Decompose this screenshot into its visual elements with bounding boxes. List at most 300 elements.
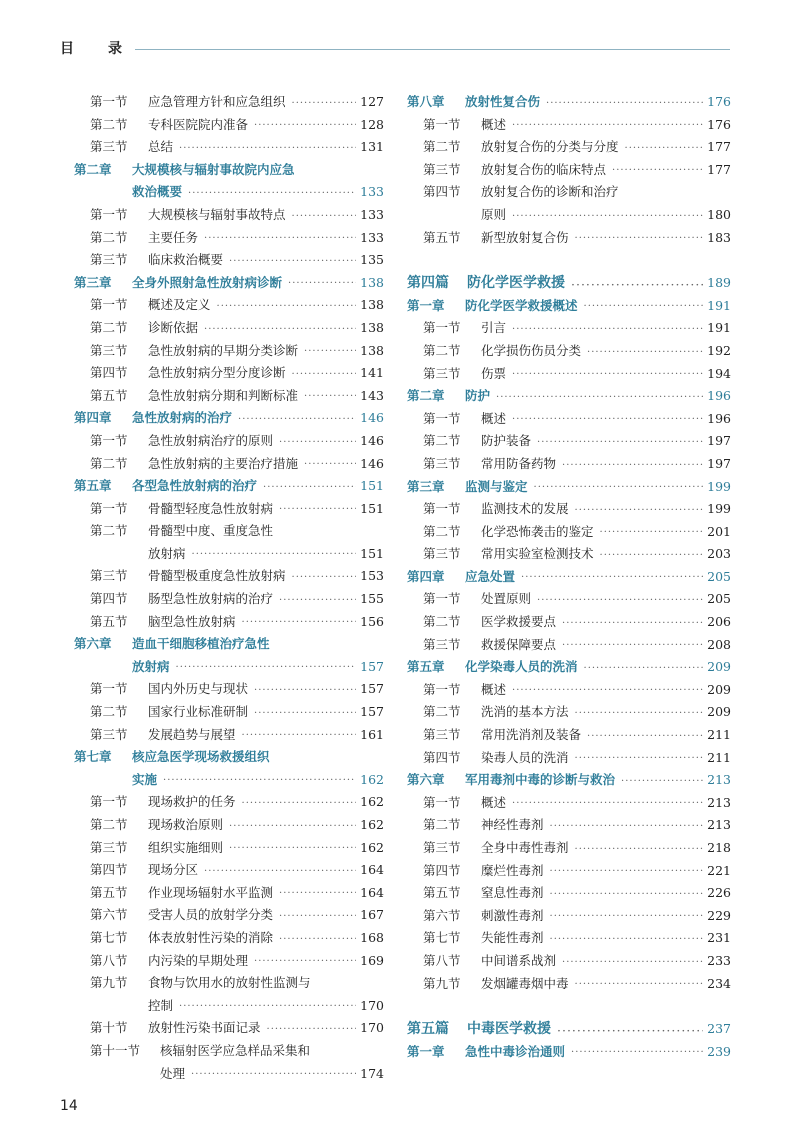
entry-number: 第三节 <box>90 139 128 155</box>
leader-dots <box>575 704 704 724</box>
leader-dots <box>254 952 356 972</box>
entry-title: 发烟罐毒烟中毒 <box>481 975 569 991</box>
leader-dots <box>550 817 704 837</box>
entry-page: 162 <box>360 794 384 810</box>
toc-section <box>407 588 731 611</box>
entry-title: 急性放射病分型分度诊断 <box>148 365 286 381</box>
toc-section <box>407 837 731 860</box>
entry-page: 164 <box>360 884 384 900</box>
entry-number: 第五节 <box>90 613 128 629</box>
entry-page: 180 <box>707 206 731 222</box>
entry-title: 概述 <box>481 681 507 697</box>
leader-dots <box>192 545 357 565</box>
leader-dots <box>537 591 703 611</box>
leader-dots <box>304 342 356 362</box>
entry-page: 209 <box>707 659 731 675</box>
entry-title-continuation: 处理 <box>160 1065 186 1081</box>
toc-section <box>74 385 384 408</box>
entry-page: 205 <box>707 591 731 607</box>
leader-dots <box>191 1065 356 1085</box>
entry-number: 第一节 <box>423 794 461 810</box>
toc-section <box>407 317 731 340</box>
toc-chapter <box>407 1041 731 1064</box>
entry-title: 新型放射复合伤 <box>481 229 569 245</box>
toc-part <box>407 272 731 295</box>
leader-dots <box>179 997 356 1017</box>
toc-section <box>74 227 384 250</box>
entry-page: 191 <box>707 320 731 336</box>
toc-section <box>74 565 384 588</box>
entry-title: 现场分区 <box>148 862 199 878</box>
entry-page: 213 <box>707 772 731 788</box>
entry-page: 157 <box>360 704 384 720</box>
entry-page: 161 <box>360 726 384 742</box>
toc-section <box>407 747 731 770</box>
toc-section <box>407 927 731 950</box>
toc-section <box>407 882 731 905</box>
entry-title: 窒息性毒剂 <box>481 885 544 901</box>
leader-dots <box>279 930 356 950</box>
entry-title: 应急处置 <box>465 568 516 584</box>
entry-page: 229 <box>707 907 731 923</box>
entry-number: 第八节 <box>90 952 128 968</box>
entry-title: 糜烂性毒剂 <box>481 862 544 878</box>
entry-title: 骨髓型轻度急性放射病 <box>148 500 274 516</box>
entry-title: 化学损伤伤员分类 <box>481 342 582 358</box>
toc-section <box>407 453 731 476</box>
entry-page: 170 <box>360 1020 384 1036</box>
toc-section-continuation <box>74 995 384 1018</box>
toc-chapter-continuation <box>74 181 384 204</box>
entry-title: 放射性污染书面记录 <box>148 1020 261 1036</box>
leader-dots <box>537 433 703 453</box>
entry-number: 第三节 <box>90 568 128 584</box>
leader-dots <box>512 207 703 227</box>
toc-section-continuation <box>74 1063 384 1086</box>
entry-page: 183 <box>707 229 731 245</box>
entry-number: 第七节 <box>423 930 461 946</box>
entry-number: 第三节 <box>423 455 461 471</box>
entry-page: 167 <box>360 907 384 923</box>
entry-page: 162 <box>360 817 384 832</box>
entry-title: 放射复合伤的诊断和治疗 <box>481 184 619 200</box>
toc-section <box>407 950 731 973</box>
entry-number: 第一节 <box>90 206 128 222</box>
entry-title: 造血干细胞移植治疗急性 <box>132 636 270 652</box>
leader-dots <box>279 884 356 904</box>
entry-page: 211 <box>707 749 731 765</box>
leader-dots <box>625 139 704 159</box>
entry-page: 138 <box>360 319 384 335</box>
entry-title: 洗消的基本方法 <box>481 704 569 720</box>
toc-section <box>74 882 384 905</box>
entry-title: 化学染毒人员的洗消 <box>465 659 578 675</box>
entry-number: 第三节 <box>90 252 128 268</box>
leader-dots <box>557 1021 703 1041</box>
toc-chapter-continuation <box>74 769 384 792</box>
entry-title: 医学救援要点 <box>481 614 557 630</box>
entry-number: 第二节 <box>90 455 128 471</box>
entry-title: 常用防备药物 <box>481 455 557 471</box>
entry-page: 192 <box>707 342 731 358</box>
entry-title: 诊断依据 <box>148 319 199 335</box>
leader-dots <box>512 365 703 385</box>
entry-page: 141 <box>360 365 384 381</box>
entry-page: 162 <box>360 771 384 787</box>
toc-section <box>407 724 731 747</box>
entry-number: 第七节 <box>90 929 128 945</box>
leader-dots <box>587 727 703 747</box>
toc-section <box>407 905 731 928</box>
leader-dots <box>584 659 704 679</box>
entry-number: 第四节 <box>90 862 128 878</box>
entry-title: 刺激性毒剂 <box>481 907 544 923</box>
entry-number: 第六节 <box>423 907 461 923</box>
entry-page: 197 <box>707 433 731 449</box>
entry-number: 第一章 <box>407 297 445 313</box>
entry-number: 第二节 <box>423 523 461 539</box>
toc-section <box>74 249 384 272</box>
entry-page: 128 <box>360 116 384 132</box>
entry-page: 146 <box>360 455 384 471</box>
toc-section <box>74 294 384 317</box>
entry-title: 引言 <box>481 320 507 336</box>
entry-title: 放射复合伤的临床特点 <box>481 161 607 177</box>
toc-section <box>407 136 731 159</box>
entry-page: 176 <box>707 94 731 109</box>
entry-page: 174 <box>360 1065 384 1081</box>
entry-title: 大规模核与辐射事故院内应急 <box>132 161 295 177</box>
toc-section <box>407 159 731 182</box>
leader-dots <box>512 794 703 814</box>
toc-section <box>74 520 384 543</box>
entry-number: 第九节 <box>423 975 461 991</box>
entry-title: 核应急医学现场救援组织 <box>132 749 270 765</box>
entry-number: 第五节 <box>90 387 128 403</box>
leader-dots <box>575 749 704 769</box>
toc-section <box>407 701 731 724</box>
entry-title: 处置原则 <box>481 591 532 607</box>
toc-section <box>74 136 384 159</box>
entry-title: 急性放射病的治疗 <box>132 410 233 426</box>
entry-page: 208 <box>707 636 731 652</box>
entry-title: 急性放射病治疗的原则 <box>148 432 274 448</box>
leader-dots <box>512 410 703 430</box>
entry-page: 221 <box>707 862 731 878</box>
entry-number: 第三节 <box>423 365 461 381</box>
entry-number: 第三节 <box>423 546 461 562</box>
leader-dots <box>229 817 356 837</box>
entry-title: 全身中毒性毒剂 <box>481 840 569 855</box>
leader-dots <box>512 681 703 701</box>
toc-section <box>74 204 384 227</box>
entry-number: 第九节 <box>90 975 128 991</box>
entry-page: 133 <box>360 206 384 222</box>
entry-number: 第五节 <box>423 885 461 901</box>
toc-section <box>74 927 384 950</box>
entry-number: 第一节 <box>423 116 461 132</box>
entry-title: 发展趋势与展望 <box>148 726 236 742</box>
entry-title: 现场救护的任务 <box>148 794 236 810</box>
entry-title: 急性放射病分期和判断标准 <box>148 387 299 403</box>
toc-section <box>407 543 731 566</box>
toc-section <box>74 950 384 973</box>
entry-title: 防化学医学救援 <box>467 275 565 292</box>
entry-number: 第四篇 <box>407 275 449 292</box>
leader-dots <box>279 433 356 453</box>
leader-dots <box>562 953 703 973</box>
leader-dots <box>550 907 704 927</box>
leader-dots <box>204 229 356 249</box>
entry-number: 第一节 <box>423 501 461 517</box>
entry-page: 143 <box>360 387 384 403</box>
entry-title: 大规模核与辐射事故特点 <box>148 206 286 222</box>
entry-title: 防护 <box>465 388 491 404</box>
entry-title: 军用毒剂中毒的诊断与救治 <box>465 772 616 788</box>
leader-dots <box>242 726 357 746</box>
toc-right-column <box>407 91 731 1063</box>
toc-section <box>74 859 384 882</box>
entry-number: 第三节 <box>90 342 128 358</box>
entry-title-continuation: 实施 <box>132 771 158 787</box>
entry-title: 肠型急性放射病的治疗 <box>148 591 274 607</box>
leader-dots <box>550 885 704 905</box>
entry-number: 第一节 <box>423 320 461 336</box>
entry-title: 概述及定义 <box>148 297 211 313</box>
leader-dots <box>242 794 357 814</box>
toc-section <box>407 634 731 657</box>
entry-title: 体表放射性污染的消除 <box>148 929 274 945</box>
entry-number: 第一节 <box>90 297 128 313</box>
entry-title: 急性放射病的主要治疗措施 <box>148 455 299 471</box>
entry-number: 第三节 <box>90 726 128 742</box>
entry-number: 第二节 <box>90 229 128 245</box>
entry-number: 第一节 <box>90 432 128 448</box>
entry-number: 第一章 <box>407 1043 445 1059</box>
leader-dots <box>267 1020 357 1040</box>
toc-section <box>407 340 731 363</box>
leader-dots <box>621 772 703 792</box>
toc-section <box>74 498 384 521</box>
entry-title: 常用洗消剂及装备 <box>481 727 582 743</box>
entry-number: 第六章 <box>74 636 112 652</box>
leader-dots <box>288 274 356 294</box>
entry-number: 第二节 <box>423 704 461 720</box>
leader-dots <box>571 1043 703 1063</box>
entry-page: 164 <box>360 862 384 878</box>
entry-number: 第八节 <box>423 952 461 968</box>
entry-number: 第四节 <box>90 365 128 381</box>
entry-page: 177 <box>707 139 731 155</box>
toc-section <box>74 724 384 747</box>
entry-number: 第二节 <box>90 319 128 335</box>
leader-dots <box>217 297 357 317</box>
entry-number: 第三节 <box>423 727 461 743</box>
entry-title: 临床救治概要 <box>148 252 224 268</box>
entry-title: 神经性毒剂 <box>481 817 544 833</box>
leader-dots <box>575 975 704 995</box>
entry-title: 骨髓型中度、重度急性 <box>148 523 274 539</box>
leader-dots <box>179 139 356 159</box>
entry-page: 156 <box>360 613 384 629</box>
leader-dots <box>562 456 703 476</box>
toc-section <box>74 91 384 114</box>
entry-title: 急性中毒诊治通则 <box>465 1043 566 1059</box>
entry-page: 205 <box>707 568 731 584</box>
toc-chapter <box>407 566 731 589</box>
entry-page: 162 <box>360 839 384 855</box>
entry-number: 第二节 <box>423 433 461 449</box>
entry-number: 第七章 <box>74 749 112 765</box>
entry-page: 209 <box>707 681 731 697</box>
leader-dots <box>562 614 703 634</box>
part-spacer <box>407 249 731 272</box>
leader-dots <box>254 116 356 136</box>
toc-section <box>74 904 384 927</box>
entry-title: 伤票 <box>481 365 507 381</box>
toc-chapter <box>74 159 384 182</box>
entry-number: 第四章 <box>407 568 445 584</box>
entry-page: 206 <box>707 614 731 630</box>
entry-page: 201 <box>707 523 731 539</box>
entry-page: 151 <box>360 545 384 561</box>
entry-number: 第五章 <box>407 659 445 675</box>
toc-section <box>407 227 731 250</box>
entry-number: 第三章 <box>407 478 445 494</box>
toc-section <box>74 678 384 701</box>
entry-page: 213 <box>707 794 731 810</box>
entry-title-continuation: 救治概要 <box>132 184 183 200</box>
header-title: 目 录 <box>60 41 132 57</box>
entry-number: 第二节 <box>423 342 461 358</box>
entry-title: 食物与饮用水的放射性监测与 <box>148 975 311 991</box>
toc-section <box>407 114 731 137</box>
leader-dots <box>254 681 356 701</box>
entry-number: 第十节 <box>90 1020 128 1036</box>
entry-page: 218 <box>707 840 731 855</box>
part-spacer <box>407 995 731 1018</box>
entry-title: 组织实施细则 <box>148 839 224 855</box>
leader-dots <box>279 500 356 520</box>
entry-number: 第六节 <box>90 907 128 923</box>
leader-dots <box>292 568 357 588</box>
entry-page: 196 <box>707 410 731 426</box>
toc-section <box>407 814 731 837</box>
entry-title: 概述 <box>481 410 507 426</box>
entry-page: 199 <box>707 501 731 517</box>
toc-part <box>407 1018 731 1041</box>
leader-dots <box>254 704 356 724</box>
entry-title-continuation: 放射病 <box>132 658 170 674</box>
entry-page: 169 <box>360 952 384 968</box>
entry-title: 放射复合伤的分类与分度 <box>481 139 619 155</box>
entry-title: 作业现场辐射水平监测 <box>148 884 274 900</box>
toc-section <box>74 114 384 137</box>
entry-page: 133 <box>360 229 384 245</box>
toc-section <box>74 611 384 634</box>
entry-number: 第四节 <box>90 591 128 607</box>
entry-page: 146 <box>360 410 384 426</box>
entry-number: 第一节 <box>423 591 461 607</box>
entry-title: 受害人员的放射学分类 <box>148 907 274 923</box>
leader-dots <box>292 94 357 114</box>
leader-dots <box>163 771 356 791</box>
entry-page: 226 <box>707 885 731 901</box>
entry-page: 138 <box>360 297 384 313</box>
entry-title: 监测与鉴定 <box>465 478 528 494</box>
leader-dots <box>600 523 704 543</box>
entry-page: 196 <box>707 388 731 404</box>
entry-page: 239 <box>707 1043 731 1059</box>
entry-page: 135 <box>360 252 384 268</box>
leader-dots <box>292 207 357 227</box>
toc-section <box>74 588 384 611</box>
entry-number: 第四节 <box>423 184 461 200</box>
entry-page: 231 <box>707 930 731 946</box>
leader-dots <box>512 320 703 340</box>
entry-number: 第二节 <box>423 614 461 630</box>
entry-title: 各型急性放射病的治疗 <box>132 478 258 494</box>
page-number: 14 <box>60 1098 78 1114</box>
entry-page: 157 <box>360 681 384 697</box>
entry-page: 177 <box>707 161 731 177</box>
leader-dots <box>550 862 704 882</box>
leader-dots <box>584 297 704 317</box>
toc-section <box>74 362 384 385</box>
entry-title: 中间谱系战剂 <box>481 952 557 968</box>
leader-dots <box>304 387 356 407</box>
toc-chapter <box>74 475 384 498</box>
entry-page: 168 <box>360 929 384 945</box>
entry-number: 第三节 <box>423 161 461 177</box>
entry-number: 第二节 <box>423 139 461 155</box>
leader-dots <box>587 343 703 363</box>
entry-page: 194 <box>707 365 731 381</box>
entry-page: 203 <box>707 546 731 562</box>
toc-section <box>74 1040 384 1063</box>
entry-number: 第五节 <box>90 884 128 900</box>
leader-dots <box>575 501 704 521</box>
entry-number: 第三节 <box>423 840 461 855</box>
toc-section-continuation <box>407 204 731 227</box>
toc-chapter <box>407 476 731 499</box>
leader-dots <box>204 320 356 340</box>
leader-dots <box>238 410 356 430</box>
entry-number: 第八章 <box>407 94 445 109</box>
entry-page: 157 <box>360 658 384 674</box>
entry-number: 第二节 <box>90 817 128 832</box>
entry-page: 138 <box>360 342 384 358</box>
entry-number: 第一节 <box>423 681 461 697</box>
leader-dots <box>521 568 703 588</box>
toc-left-column <box>74 91 384 1085</box>
entry-number: 第四节 <box>423 862 461 878</box>
leader-dots <box>575 840 704 860</box>
entry-number: 第五篇 <box>407 1021 449 1038</box>
entry-number: 第一节 <box>90 681 128 697</box>
toc-section <box>74 1017 384 1040</box>
entry-number: 第三章 <box>74 274 112 290</box>
leader-dots <box>263 478 356 498</box>
entry-title: 概述 <box>481 116 507 132</box>
entry-title-continuation: 原则 <box>481 206 507 222</box>
entry-title: 染毒人员的洗消 <box>481 749 569 765</box>
entry-page: 197 <box>707 455 731 471</box>
entry-title: 脑型急性放射病 <box>148 613 236 629</box>
entry-title: 总结 <box>148 139 174 155</box>
entry-title: 概述 <box>481 794 507 810</box>
leader-dots <box>546 94 703 114</box>
